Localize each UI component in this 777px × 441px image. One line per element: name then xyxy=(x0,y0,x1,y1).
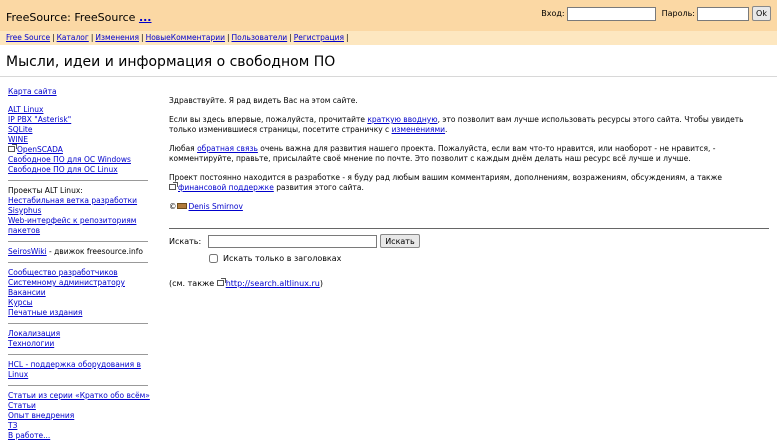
sidebar-link-alt-linux[interactable]: ALT Linux xyxy=(8,105,44,114)
development-text-a: Проект постоянно находится в разработке - я буду рад любым вашим комментариям, дополнениям, возражениям, обсуждениям, а также xyxy=(169,173,722,182)
feedback-text-b: очень важна для развития нашего проекта. Пожалуйста, если вам что-то нравится, или наоборот - не нравится, - комментируйте, правьте, присылайте своё мнение по почте. Это позволит с каждым днём делать наш ресурс всё лучше и лучше. xyxy=(169,144,716,163)
nav-bar xyxy=(0,31,777,45)
nav-item-users[interactable]: Пользователи xyxy=(231,33,288,42)
sidebar-seiros-description: - движок freesource.info xyxy=(46,247,143,256)
login-form xyxy=(541,6,771,21)
sidebar-link-localization[interactable]: Локализация xyxy=(8,329,61,338)
nav-separator: | xyxy=(346,33,349,42)
password-input[interactable] xyxy=(697,7,749,21)
sidebar-link-articles[interactable]: Статьи xyxy=(8,401,36,410)
nav-separator: | xyxy=(289,33,292,42)
page-title: Мысли, идеи и информация о свободном ПО xyxy=(6,54,336,70)
nav-item-changes[interactable]: Изменения xyxy=(95,33,140,42)
sidebar-link-asterisk[interactable]: IP PBX "Asterisk" xyxy=(8,115,72,124)
sidebar-link-dev-community[interactable]: Сообщество разработчиков xyxy=(8,268,118,277)
feedback-paragraph xyxy=(169,144,769,164)
nav-item-registration[interactable]: Регистрация xyxy=(293,33,345,42)
site-title xyxy=(6,11,152,24)
see-also-prefix: (см. также xyxy=(169,279,217,288)
sidebar-link-in-progress[interactable]: В работе... xyxy=(8,431,51,440)
sidebar-link-brief-articles[interactable]: Статьи из серии «Кратко обо всём» xyxy=(8,391,150,400)
top-header-bar xyxy=(0,0,777,31)
sidebar-divider xyxy=(8,241,148,242)
titles-only-option[interactable] xyxy=(209,254,341,263)
sidebar-divider xyxy=(8,323,148,324)
financial-support-link[interactable]: финансовой поддержке xyxy=(178,183,274,192)
search-label: Искать: xyxy=(169,236,202,246)
nav-item-free-source[interactable]: Free Source xyxy=(6,33,51,42)
site-title-more-link[interactable]: ... xyxy=(138,11,152,24)
search-divider xyxy=(169,228,769,229)
changes-link[interactable]: изменениями xyxy=(391,125,446,134)
sidebar-link-sisyphus[interactable]: Нестабильная ветка разработки Sisyphus xyxy=(8,196,138,215)
sidebar-link-technologies[interactable]: Технологии xyxy=(8,339,55,348)
intro-text-c: . xyxy=(445,125,448,134)
search-button[interactable]: Искать xyxy=(380,234,420,248)
see-also-suffix: ) xyxy=(319,279,323,288)
sidebar-link-vacancies[interactable]: Вакансии xyxy=(8,288,46,297)
title-divider xyxy=(0,76,777,77)
nav-separator: | xyxy=(90,33,94,42)
altlinux-search-link[interactable]: http://search.altlinux.ru xyxy=(225,279,320,288)
sidebar-link-sqlite[interactable]: SQLite xyxy=(8,125,33,134)
intro-text-a: Если вы здесь впервые, пожалуйста, прочитайте xyxy=(169,115,368,124)
copyright-sign: © xyxy=(169,202,177,211)
site-title-text: FreeSource: FreeSource xyxy=(6,11,136,24)
titles-only-label: Искать только в заголовках xyxy=(223,254,342,263)
sidebar-link-printed[interactable]: Печатные издания xyxy=(8,308,83,317)
sidebar-link-wine[interactable]: WINE xyxy=(8,135,28,144)
sidebar-divider xyxy=(8,180,148,181)
author-link[interactable]: Denis Smirnov xyxy=(188,202,243,211)
nav-separator: | xyxy=(52,33,55,42)
nav-item-catalog[interactable]: Каталог xyxy=(56,33,89,42)
titles-only-checkbox[interactable] xyxy=(209,254,218,263)
nav-separator: | xyxy=(141,33,144,42)
sidebar-divider xyxy=(8,262,148,263)
login-label: Вход: xyxy=(541,9,565,18)
sidebar-link-repo-web[interactable]: Web-интерфейс к репозиториям пакетов xyxy=(8,216,137,235)
sidebar-link-linux-software[interactable]: Свободное ПО для ОС Linux xyxy=(8,165,118,174)
sidebar-link-sysadmin[interactable]: Системному администратору xyxy=(8,278,125,287)
intro-link[interactable]: краткую вводную xyxy=(367,115,438,124)
intro-text-b: , это позволит вам лучше использовать ресурсы этого сайта. Чтобы увидеть только изменившиеся страницы, посетите страничку с xyxy=(169,115,744,134)
sidebar-link-seiroswiki[interactable]: SeirosWiki xyxy=(8,247,47,256)
login-input[interactable] xyxy=(567,7,656,21)
copyright-line xyxy=(169,202,769,212)
password-label: Пароль: xyxy=(661,9,695,18)
sidebar-divider xyxy=(8,385,148,386)
author-icon xyxy=(177,203,187,209)
sidebar-link-courses[interactable]: Курсы xyxy=(8,298,33,307)
development-paragraph xyxy=(169,173,769,193)
search-form xyxy=(169,234,420,248)
sidebar-link-openscada[interactable]: OpenSCADA xyxy=(17,145,63,154)
external-link-icon xyxy=(169,184,176,190)
search-input[interactable] xyxy=(208,235,377,248)
greeting-text: Здравствуйте. Я рад видеть Вас на этом сайте. xyxy=(169,96,358,105)
see-also-line xyxy=(169,279,323,288)
sidebar-link-sitemap[interactable]: Карта сайта xyxy=(8,87,57,96)
main-content xyxy=(169,96,769,221)
sidebar-link-tz[interactable]: ТЗ xyxy=(8,421,18,430)
feedback-text-a: Любая xyxy=(169,144,198,153)
external-link-icon xyxy=(217,280,224,286)
external-link-icon xyxy=(8,146,15,152)
sidebar-link-windows-software[interactable]: Свободное ПО для ОС Windows xyxy=(8,155,131,164)
feedback-link[interactable]: обратная связь xyxy=(197,144,258,153)
nav-separator: | xyxy=(226,33,230,42)
sidebar-link-hcl[interactable]: HCL - поддержка оборудования в Linux xyxy=(8,360,141,379)
sidebar-heading-alt-projects: Проекты ALT Linux: xyxy=(8,186,83,195)
sidebar-link-experience[interactable]: Опыт внедрения xyxy=(8,411,75,420)
sidebar-divider xyxy=(8,354,148,355)
intro-paragraph xyxy=(169,115,769,135)
login-ok-button[interactable]: Ok xyxy=(752,6,771,21)
nav-item-new-comments[interactable]: НовыеКомментарии xyxy=(145,33,225,42)
development-text-b: развития этого сайта. xyxy=(273,183,364,192)
sidebar xyxy=(8,87,150,441)
